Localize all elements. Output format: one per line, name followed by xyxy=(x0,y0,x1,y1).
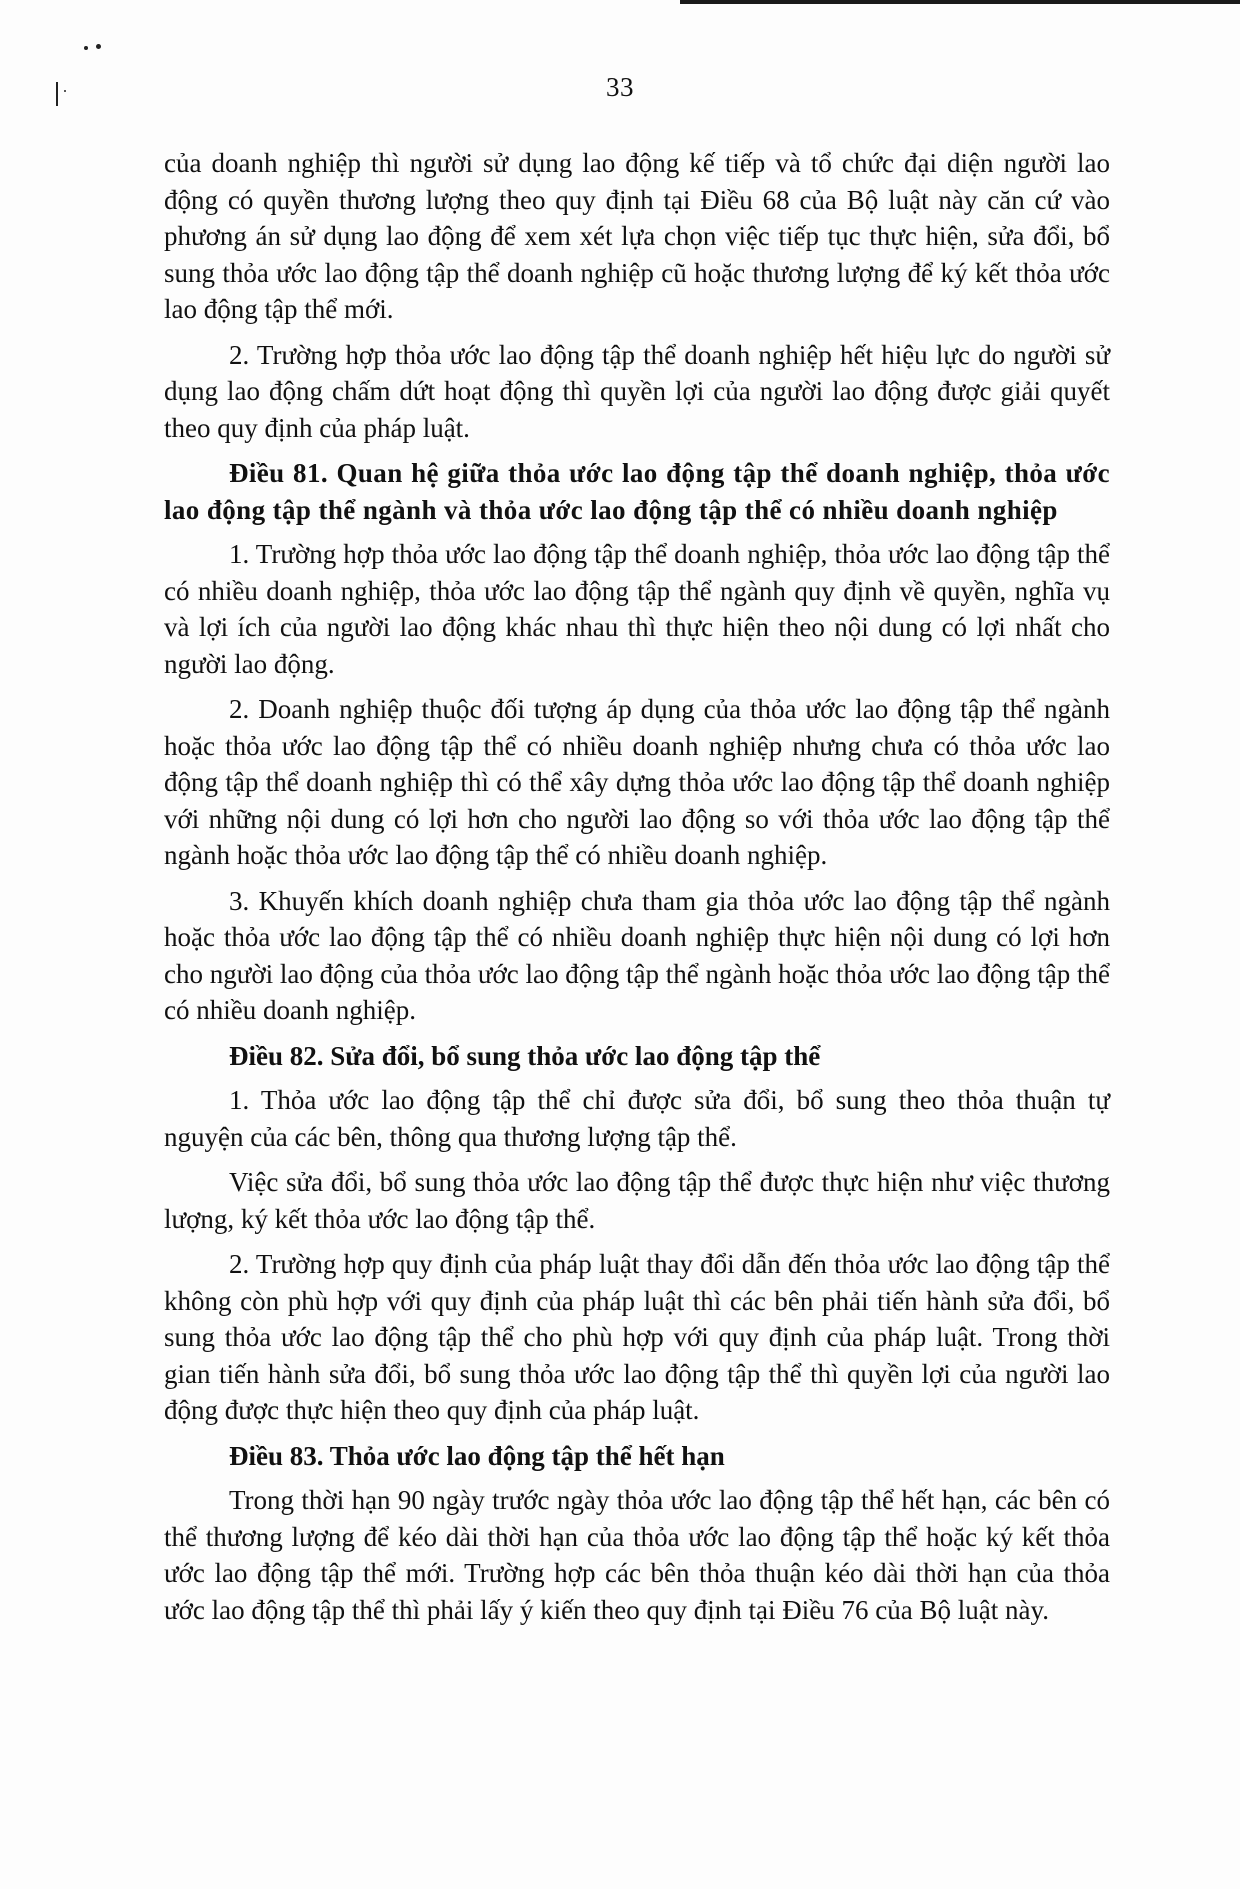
paragraph: 2. Trường hợp thỏa ước lao động tập thể doanh nghiệp hết hiệu lực do người sử dụng lao động chấm dứt hoạt động thì quyền lợi của người lao động được giải quyết theo quy định của pháp luật. xyxy=(164,339,1110,443)
article-81-heading: Điều 81. Quan hệ giữa thỏa ước lao động tập thể doanh nghiệp, thỏa ước lao động tập thể ngành và thỏa ước lao động tập thể có nhiều doanh nghiệp xyxy=(164,458,1110,525)
paragraph: 1. Thỏa ước lao động tập thể chỉ được sửa đổi, bổ sung theo thỏa thuận tự nguyện của các bên, thông qua thương lượng tập thể. xyxy=(164,1085,1110,1152)
scan-speck xyxy=(96,44,101,49)
document-body xyxy=(164,145,1110,1637)
paragraph: 2. Doanh nghiệp thuộc đối tượng áp dụng của thỏa ước lao động tập thể ngành hoặc thỏa ước lao động tập thể có nhiều doanh nghiệp nhưng chưa có thỏa ước lao động tập thể doanh nghiệp thì có thể xây dựng thỏa ước lao động tập thể doanh nghiệp với những nội dung có lợi hơn cho người lao động so với thỏa ước lao động tập thể ngành hoặc thỏa ước lao động tập thể có nhiều doanh nghiệp. xyxy=(164,694,1110,870)
paragraph: Việc sửa đổi, bổ sung thỏa ước lao động tập thể được thực hiện như việc thương lượng, ký kết thỏa ước lao động tập thể. xyxy=(164,1167,1110,1234)
paragraph-continuation: của doanh nghiệp thì người sử dụng lao động kế tiếp và tổ chức đại diện người lao động có quyền thương lượng theo quy định tại Điều 68 của Bộ luật này căn cứ vào phương án sử dụng lao động để xem xét lựa chọn việc tiếp tục thực hiện, sửa đổi, bổ sung thỏa ước lao động tập thể doanh nghiệp cũ hoặc thương lượng để ký kết thỏa ước lao động tập thể mới. xyxy=(164,148,1110,324)
paragraph: 1. Trường hợp thỏa ước lao động tập thể doanh nghiệp, thỏa ước lao động tập thể có nhiều doanh nghiệp, thỏa ước lao động tập thể ngành quy định về quyền, nghĩa vụ và lợi ích của người lao động khác nhau thì thực hiện theo nội dung có lợi nhất cho người lao động. xyxy=(164,539,1110,679)
page-number: 33 xyxy=(606,72,634,102)
scan-top-rule xyxy=(680,0,1240,4)
article-82-heading: Điều 82. Sửa đổi, bổ sung thỏa ước lao động tập thể xyxy=(229,1040,821,1071)
paragraph: 2. Trường hợp quy định của pháp luật thay đổi dẫn đến thỏa ước lao động tập thể không còn phù hợp với quy định của pháp luật thì các bên phải tiến hành sửa đổi, bổ sung thỏa ước lao động tập thể cho phù hợp với quy định của pháp luật. Trong thời gian tiến hành sửa đổi, bổ sung thỏa ước lao động tập thể thì quyền lợi của người lao động được thực hiện theo quy định của pháp luật. xyxy=(164,1249,1110,1425)
scan-speck xyxy=(84,46,88,50)
paragraph: 3. Khuyến khích doanh nghiệp chưa tham gia thỏa ước lao động tập thể ngành hoặc thỏa ước lao động tập thể có nhiều doanh nghiệp thực hiện nội dung có lợi hơn cho người lao động của thỏa ước lao động tập thể ngành hoặc thỏa ước lao động tập thể có nhiều doanh nghiệp. xyxy=(164,885,1110,1025)
article-83-heading: Điều 83. Thỏa ước lao động tập thể hết hạn xyxy=(229,1440,725,1471)
paragraph: Trong thời hạn 90 ngày trước ngày thỏa ước lao động tập thể hết hạn, các bên có thể thương lượng để kéo dài thời hạn của thỏa ước lao động tập thể hoặc ký kết thỏa ước lao động tập thể mới. Trường hợp các bên thỏa thuận kéo dài thời hạn của thỏa ước lao động tập thể thì phải lấy ý kiến theo quy định tại Điều 76 của Bộ luật này. xyxy=(164,1485,1110,1625)
